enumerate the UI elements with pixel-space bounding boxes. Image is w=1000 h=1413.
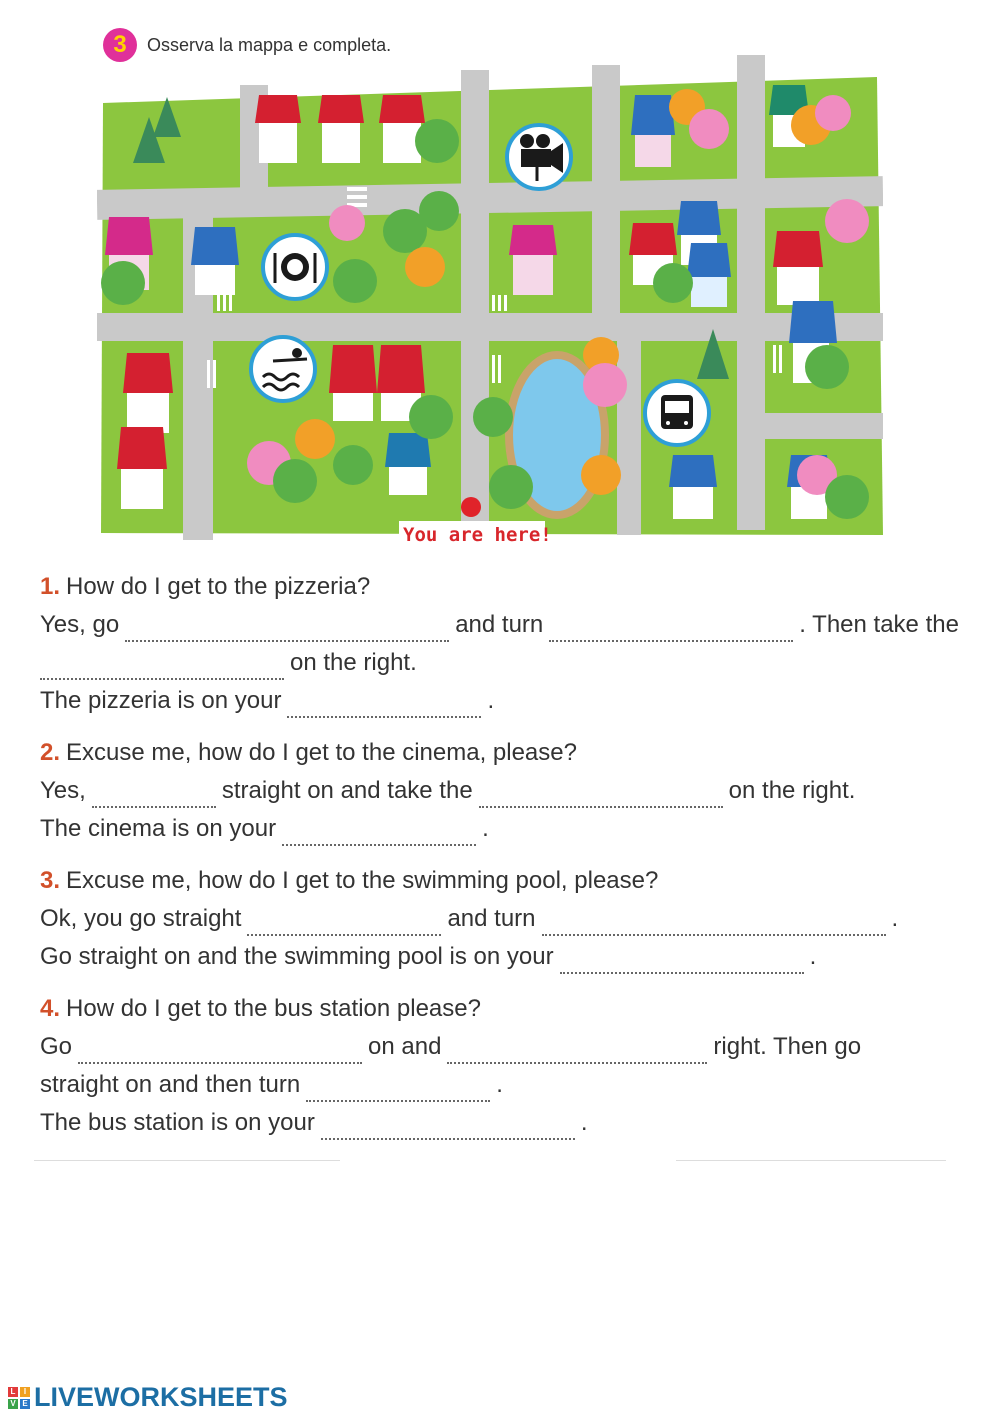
answer-blank-4b[interactable] (447, 1038, 707, 1064)
answer-blank-3b[interactable] (542, 910, 886, 936)
answer-text: and turn (447, 905, 536, 932)
answer-text: . (496, 1071, 503, 1098)
answer-text: on the right. (290, 649, 417, 676)
answer-text: . (891, 905, 899, 932)
answer-blank-3c[interactable] (560, 948, 804, 974)
footer-rule-left (34, 1160, 340, 1161)
answer-text: The cinema is on your (40, 815, 277, 842)
swimming-pool-icon (251, 337, 315, 401)
answer-text: . (580, 1109, 588, 1136)
answer-text: Go (40, 1033, 73, 1060)
answer-text: . Then take the (799, 611, 959, 638)
question-number: 3. (40, 867, 61, 894)
road-v6 (617, 335, 641, 535)
exercise-number-badge: 3 (103, 28, 137, 62)
answer-blank-4c[interactable] (306, 1076, 490, 1102)
logo-text: LIVEWORKSHEETS (34, 1382, 288, 1412)
question-1 (40, 568, 959, 720)
pizzeria-icon (263, 235, 327, 299)
answer-text: straight on and then turn (40, 1071, 301, 1098)
question-number: 2. (40, 739, 61, 766)
question-3 (40, 862, 950, 976)
answer-blank-4d[interactable] (321, 1114, 575, 1140)
road-v5 (737, 55, 765, 530)
answer-blank-3a[interactable] (247, 910, 441, 936)
answer-text: right. Then go (713, 1033, 862, 1060)
answer-blank-1b[interactable] (549, 616, 793, 642)
footer-rule-right (676, 1160, 946, 1161)
answer-text: Ok, you go straight (40, 905, 242, 932)
question-2 (40, 734, 950, 848)
answer-text: The bus station is on your (40, 1109, 315, 1136)
question-text: Excuse me, how do I get to the swimming pool, please? (66, 867, 659, 894)
questions-section (40, 568, 959, 1156)
answer-text: Yes, (40, 777, 86, 804)
answer-blank-1d[interactable] (287, 692, 481, 718)
answer-blank-1c[interactable] (40, 654, 284, 680)
answer-blank-1a[interactable] (125, 616, 449, 642)
liveworksheets-logo (8, 1382, 288, 1413)
answer-text: . (487, 687, 495, 714)
road-v4 (592, 65, 620, 320)
question-text: Excuse me, how do I get to the cinema, please? (66, 739, 577, 766)
question-number: 4. (40, 995, 61, 1022)
question-number: 1. (40, 573, 61, 600)
cinema-icon (507, 125, 571, 189)
road-v3 (461, 70, 489, 540)
answer-text: and turn (455, 611, 544, 638)
answer-blank-2a[interactable] (92, 782, 216, 808)
answer-blank-2c[interactable] (282, 820, 476, 846)
you-are-here-label: You are here! (403, 524, 552, 545)
you-are-here-dot (461, 497, 481, 517)
answer-text: Go straight on and the swimming pool is on your (40, 943, 554, 970)
logo-grid-icon: L I V E (8, 1387, 30, 1409)
answer-text: straight on and take the (221, 777, 473, 804)
town-map (97, 55, 883, 545)
road-middle (97, 313, 883, 341)
answer-text: . (809, 943, 817, 970)
question-text: How do I get to the bus station please? (66, 995, 481, 1022)
answer-text: on the right. (728, 777, 856, 804)
question-4 (40, 990, 950, 1142)
answer-blank-4a[interactable] (78, 1038, 362, 1064)
exercise-instruction: Osserva la mappa e completa. (147, 34, 392, 55)
answer-text: Yes, go (40, 611, 120, 638)
answer-text: on and (368, 1033, 442, 1060)
answer-blank-2b[interactable] (479, 782, 723, 808)
bus-station-icon (645, 381, 709, 445)
question-text: How do I get to the pizzeria? (66, 573, 371, 600)
answer-text: . (482, 815, 489, 842)
answer-text: The pizzeria is on your (40, 687, 282, 714)
